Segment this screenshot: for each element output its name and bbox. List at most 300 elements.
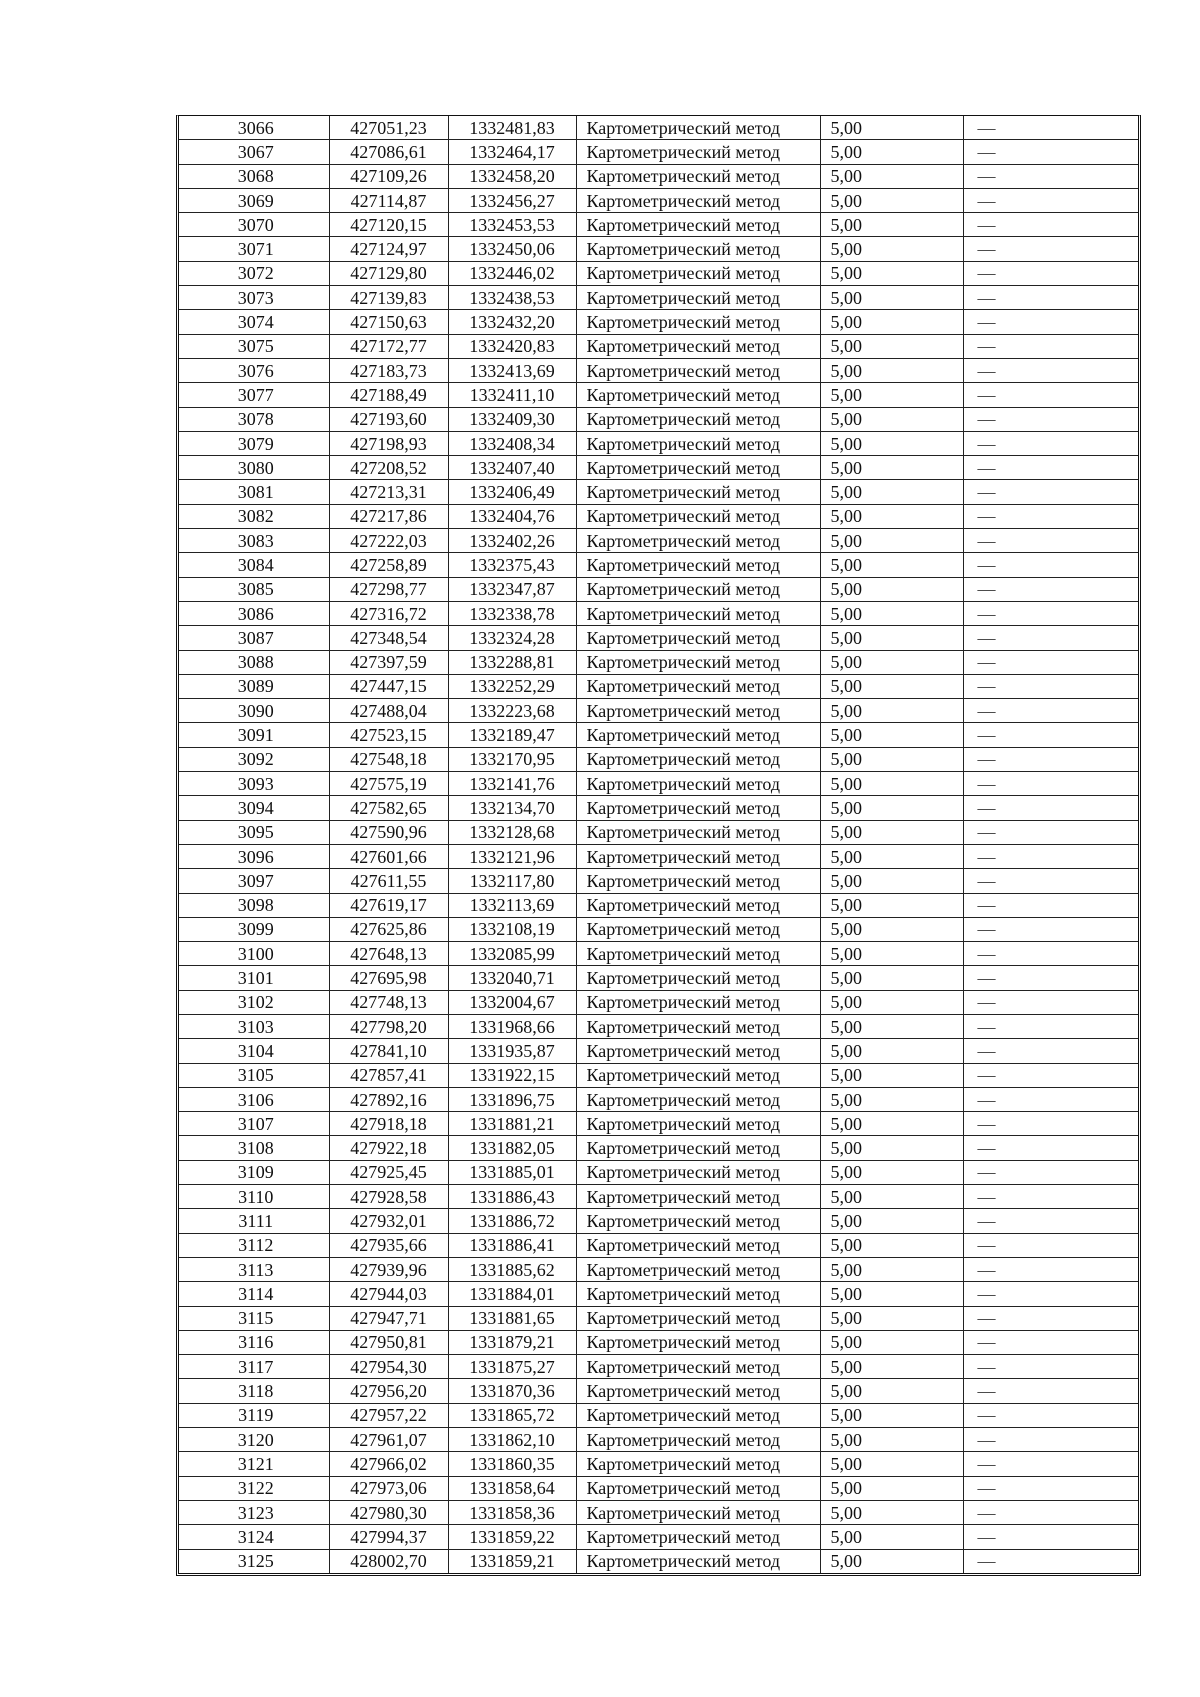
description-cell: — xyxy=(963,286,1138,310)
point-number-cell: 3079 xyxy=(179,431,329,455)
point-number-cell: 3078 xyxy=(179,407,329,431)
coordinate-x-cell: 427193,60 xyxy=(329,407,448,431)
method-cell: Картометрический метод xyxy=(576,480,820,504)
description-cell: — xyxy=(963,1136,1138,1160)
accuracy-cell: 5,00 xyxy=(820,1160,963,1184)
table-row xyxy=(179,1403,1138,1427)
point-number-cell: 3070 xyxy=(179,213,329,237)
accuracy-cell: 5,00 xyxy=(820,1282,963,1306)
coordinate-y-cell: 1332450,06 xyxy=(448,237,576,261)
coordinate-x-cell: 427944,03 xyxy=(329,1282,448,1306)
table-row xyxy=(179,869,1138,893)
coordinate-x-cell: 427973,06 xyxy=(329,1476,448,1500)
method-cell: Картометрический метод xyxy=(576,747,820,771)
description-cell: — xyxy=(963,358,1138,382)
coordinate-y-cell: 1332223,68 xyxy=(448,699,576,723)
coordinate-y-cell: 1332409,30 xyxy=(448,407,576,431)
accuracy-cell: 5,00 xyxy=(820,261,963,285)
coordinate-x-cell: 427932,01 xyxy=(329,1209,448,1233)
table-row xyxy=(179,1282,1138,1306)
accuracy-cell: 5,00 xyxy=(820,626,963,650)
method-cell: Картометрический метод xyxy=(576,529,820,553)
point-number-cell: 3088 xyxy=(179,650,329,674)
point-number-cell: 3093 xyxy=(179,772,329,796)
accuracy-cell: 5,00 xyxy=(820,1306,963,1330)
table-row xyxy=(179,942,1138,966)
method-cell: Картометрический метод xyxy=(576,358,820,382)
coordinate-x-cell: 427139,83 xyxy=(329,286,448,310)
point-number-cell: 3077 xyxy=(179,383,329,407)
coordinate-y-cell: 1332402,26 xyxy=(448,529,576,553)
table-row xyxy=(179,1185,1138,1209)
accuracy-cell: 5,00 xyxy=(820,334,963,358)
coordinate-y-cell: 1331886,41 xyxy=(448,1233,576,1257)
coordinate-y-cell: 1332432,20 xyxy=(448,310,576,334)
table-row xyxy=(179,1306,1138,1330)
description-cell: — xyxy=(963,529,1138,553)
table-row xyxy=(179,383,1138,407)
coordinate-x-cell: 427798,20 xyxy=(329,1014,448,1038)
method-cell: Картометрический метод xyxy=(576,626,820,650)
method-cell: Картометрический метод xyxy=(576,1428,820,1452)
accuracy-cell: 5,00 xyxy=(820,553,963,577)
table-body xyxy=(179,116,1138,1573)
method-cell: Картометрический метод xyxy=(576,1160,820,1184)
accuracy-cell: 5,00 xyxy=(820,577,963,601)
description-cell: — xyxy=(963,1233,1138,1257)
table-row xyxy=(179,1549,1138,1573)
table-row xyxy=(179,213,1138,237)
coordinate-x-cell: 427841,10 xyxy=(329,1039,448,1063)
point-number-cell: 3105 xyxy=(179,1063,329,1087)
table-row xyxy=(179,407,1138,431)
description-cell: — xyxy=(963,699,1138,723)
method-cell: Картометрический метод xyxy=(576,261,820,285)
point-number-cell: 3115 xyxy=(179,1306,329,1330)
description-cell: — xyxy=(963,1452,1138,1476)
point-number-cell: 3114 xyxy=(179,1282,329,1306)
method-cell: Картометрический метод xyxy=(576,966,820,990)
description-cell: — xyxy=(963,1063,1138,1087)
accuracy-cell: 5,00 xyxy=(820,1525,963,1549)
coordinate-y-cell: 1332375,43 xyxy=(448,553,576,577)
point-number-cell: 3087 xyxy=(179,626,329,650)
coordinate-x-cell: 427523,15 xyxy=(329,723,448,747)
coordinate-x-cell: 427188,49 xyxy=(329,383,448,407)
coordinates-table xyxy=(176,115,1141,1576)
accuracy-cell: 5,00 xyxy=(820,1403,963,1427)
description-cell: — xyxy=(963,553,1138,577)
coordinate-y-cell: 1331935,87 xyxy=(448,1039,576,1063)
description-cell: — xyxy=(963,1112,1138,1136)
accuracy-cell: 5,00 xyxy=(820,1014,963,1038)
description-cell: — xyxy=(963,310,1138,334)
point-number-cell: 3100 xyxy=(179,942,329,966)
accuracy-cell: 5,00 xyxy=(820,1476,963,1500)
coordinate-y-cell: 1331896,75 xyxy=(448,1087,576,1111)
table-row xyxy=(179,626,1138,650)
method-cell: Картометрический метод xyxy=(576,1136,820,1160)
coordinate-y-cell: 1331859,22 xyxy=(448,1525,576,1549)
coordinate-x-cell: 427114,87 xyxy=(329,188,448,212)
coordinate-x-cell: 427582,65 xyxy=(329,796,448,820)
table-row xyxy=(179,577,1138,601)
coordinate-y-cell: 1332288,81 xyxy=(448,650,576,674)
accuracy-cell: 5,00 xyxy=(820,237,963,261)
method-cell: Картометрический метод xyxy=(576,213,820,237)
table-row xyxy=(179,844,1138,868)
coordinate-x-cell: 427590,96 xyxy=(329,820,448,844)
coordinate-x-cell: 427922,18 xyxy=(329,1136,448,1160)
description-cell: — xyxy=(963,1282,1138,1306)
accuracy-cell: 5,00 xyxy=(820,1087,963,1111)
accuracy-cell: 5,00 xyxy=(820,1355,963,1379)
coordinate-y-cell: 1332458,20 xyxy=(448,164,576,188)
accuracy-cell: 5,00 xyxy=(820,723,963,747)
table-row xyxy=(179,1428,1138,1452)
method-cell: Картометрический метод xyxy=(576,772,820,796)
coordinate-x-cell: 427217,86 xyxy=(329,504,448,528)
accuracy-cell: 5,00 xyxy=(820,116,963,140)
point-number-cell: 3089 xyxy=(179,674,329,698)
description-cell: — xyxy=(963,456,1138,480)
table-row xyxy=(179,310,1138,334)
method-cell: Картометрический метод xyxy=(576,407,820,431)
table-row xyxy=(179,650,1138,674)
accuracy-cell: 5,00 xyxy=(820,869,963,893)
accuracy-cell: 5,00 xyxy=(820,699,963,723)
method-cell: Картометрический метод xyxy=(576,553,820,577)
point-number-cell: 3117 xyxy=(179,1355,329,1379)
table-row xyxy=(179,1476,1138,1500)
description-cell: — xyxy=(963,1330,1138,1354)
method-cell: Картометрический метод xyxy=(576,456,820,480)
method-cell: Картометрический метод xyxy=(576,844,820,868)
table-row xyxy=(179,140,1138,164)
accuracy-cell: 5,00 xyxy=(820,772,963,796)
point-number-cell: 3086 xyxy=(179,601,329,625)
method-cell: Картометрический метод xyxy=(576,334,820,358)
method-cell: Картометрический метод xyxy=(576,1476,820,1500)
coordinate-x-cell: 427208,52 xyxy=(329,456,448,480)
table-row xyxy=(179,990,1138,1014)
description-cell: — xyxy=(963,1476,1138,1500)
coordinate-y-cell: 1332134,70 xyxy=(448,796,576,820)
method-cell: Картометрический метод xyxy=(576,431,820,455)
point-number-cell: 3123 xyxy=(179,1500,329,1524)
method-cell: Картометрический метод xyxy=(576,893,820,917)
accuracy-cell: 5,00 xyxy=(820,1233,963,1257)
point-number-cell: 3075 xyxy=(179,334,329,358)
accuracy-cell: 5,00 xyxy=(820,431,963,455)
table-row xyxy=(179,164,1138,188)
method-cell: Картометрический метод xyxy=(576,1039,820,1063)
method-cell: Картометрический метод xyxy=(576,1257,820,1281)
method-cell: Картометрический метод xyxy=(576,1282,820,1306)
method-cell: Картометрический метод xyxy=(576,1014,820,1038)
coordinate-y-cell: 1332481,83 xyxy=(448,116,576,140)
method-cell: Картометрический метод xyxy=(576,1112,820,1136)
point-number-cell: 3091 xyxy=(179,723,329,747)
coordinate-y-cell: 1331922,15 xyxy=(448,1063,576,1087)
accuracy-cell: 5,00 xyxy=(820,1063,963,1087)
coordinate-y-cell: 1331859,21 xyxy=(448,1549,576,1573)
coordinate-y-cell: 1332438,53 xyxy=(448,286,576,310)
coordinate-y-cell: 1332464,17 xyxy=(448,140,576,164)
coordinate-x-cell: 427316,72 xyxy=(329,601,448,625)
coordinate-y-cell: 1332040,71 xyxy=(448,966,576,990)
coordinate-x-cell: 427961,07 xyxy=(329,1428,448,1452)
description-cell: — xyxy=(963,966,1138,990)
coordinate-y-cell: 1331886,43 xyxy=(448,1185,576,1209)
table-row xyxy=(179,1355,1138,1379)
coordinate-y-cell: 1332085,99 xyxy=(448,942,576,966)
coordinate-x-cell: 427575,19 xyxy=(329,772,448,796)
table-row xyxy=(179,1257,1138,1281)
coordinate-y-cell: 1331885,01 xyxy=(448,1160,576,1184)
point-number-cell: 3106 xyxy=(179,1087,329,1111)
description-cell: — xyxy=(963,869,1138,893)
description-cell: — xyxy=(963,1087,1138,1111)
method-cell: Картометрический метод xyxy=(576,674,820,698)
point-number-cell: 3073 xyxy=(179,286,329,310)
accuracy-cell: 5,00 xyxy=(820,1112,963,1136)
method-cell: Картометрический метод xyxy=(576,237,820,261)
coordinate-y-cell: 1331858,36 xyxy=(448,1500,576,1524)
coordinate-x-cell: 427918,18 xyxy=(329,1112,448,1136)
coordinate-y-cell: 1332347,87 xyxy=(448,577,576,601)
method-cell: Картометрический метод xyxy=(576,1306,820,1330)
accuracy-cell: 5,00 xyxy=(820,917,963,941)
method-cell: Картометрический метод xyxy=(576,577,820,601)
accuracy-cell: 5,00 xyxy=(820,529,963,553)
description-cell: — xyxy=(963,772,1138,796)
coordinate-x-cell: 427150,63 xyxy=(329,310,448,334)
point-number-cell: 3113 xyxy=(179,1257,329,1281)
accuracy-cell: 5,00 xyxy=(820,358,963,382)
table-row xyxy=(179,116,1138,140)
table-row xyxy=(179,1039,1138,1063)
coordinate-y-cell: 1332141,76 xyxy=(448,772,576,796)
table-row xyxy=(179,820,1138,844)
coordinate-x-cell: 427625,86 xyxy=(329,917,448,941)
coordinate-x-cell: 427397,59 xyxy=(329,650,448,674)
point-number-cell: 3107 xyxy=(179,1112,329,1136)
description-cell: — xyxy=(963,990,1138,1014)
description-cell: — xyxy=(963,480,1138,504)
accuracy-cell: 5,00 xyxy=(820,480,963,504)
coordinate-x-cell: 427129,80 xyxy=(329,261,448,285)
coordinate-y-cell: 1331884,01 xyxy=(448,1282,576,1306)
accuracy-cell: 5,00 xyxy=(820,1330,963,1354)
method-cell: Картометрический метод xyxy=(576,504,820,528)
table-row xyxy=(179,893,1138,917)
point-number-cell: 3090 xyxy=(179,699,329,723)
table-row xyxy=(179,674,1138,698)
table-row xyxy=(179,334,1138,358)
accuracy-cell: 5,00 xyxy=(820,1185,963,1209)
point-number-cell: 3125 xyxy=(179,1549,329,1573)
table-row xyxy=(179,1160,1138,1184)
coordinate-x-cell: 427213,31 xyxy=(329,480,448,504)
table-row xyxy=(179,723,1138,747)
method-cell: Картометрический метод xyxy=(576,1355,820,1379)
table-row xyxy=(179,237,1138,261)
coordinate-y-cell: 1332324,28 xyxy=(448,626,576,650)
method-cell: Картометрический метод xyxy=(576,1063,820,1087)
coordinate-x-cell: 427939,96 xyxy=(329,1257,448,1281)
coordinate-y-cell: 1331881,65 xyxy=(448,1306,576,1330)
method-cell: Картометрический метод xyxy=(576,1452,820,1476)
description-cell: — xyxy=(963,1355,1138,1379)
table-row xyxy=(179,917,1138,941)
method-cell: Картометрический метод xyxy=(576,116,820,140)
table-row xyxy=(179,966,1138,990)
description-cell: — xyxy=(963,723,1138,747)
accuracy-cell: 5,00 xyxy=(820,893,963,917)
coordinate-x-cell: 427348,54 xyxy=(329,626,448,650)
accuracy-cell: 5,00 xyxy=(820,1428,963,1452)
description-cell: — xyxy=(963,164,1138,188)
coordinate-x-cell: 427980,30 xyxy=(329,1500,448,1524)
method-cell: Картометрический метод xyxy=(576,601,820,625)
description-cell: — xyxy=(963,504,1138,528)
coordinate-y-cell: 1331881,21 xyxy=(448,1112,576,1136)
method-cell: Картометрический метод xyxy=(576,1379,820,1403)
accuracy-cell: 5,00 xyxy=(820,1452,963,1476)
coordinate-x-cell: 427947,71 xyxy=(329,1306,448,1330)
point-number-cell: 3124 xyxy=(179,1525,329,1549)
description-cell: — xyxy=(963,1403,1138,1427)
table-row xyxy=(179,456,1138,480)
table-row xyxy=(179,699,1138,723)
accuracy-cell: 5,00 xyxy=(820,844,963,868)
table-row xyxy=(179,601,1138,625)
coordinate-x-cell: 427222,03 xyxy=(329,529,448,553)
point-number-cell: 3066 xyxy=(179,116,329,140)
coordinate-y-cell: 1332420,83 xyxy=(448,334,576,358)
table-row xyxy=(179,1136,1138,1160)
coordinate-y-cell: 1332117,80 xyxy=(448,869,576,893)
coordinate-y-cell: 1332406,49 xyxy=(448,480,576,504)
description-cell: — xyxy=(963,140,1138,164)
method-cell: Картометрический метод xyxy=(576,1525,820,1549)
method-cell: Картометрический метод xyxy=(576,650,820,674)
method-cell: Картометрический метод xyxy=(576,820,820,844)
description-cell: — xyxy=(963,1428,1138,1452)
coordinate-x-cell: 427928,58 xyxy=(329,1185,448,1209)
coordinate-y-cell: 1331885,62 xyxy=(448,1257,576,1281)
point-number-cell: 3094 xyxy=(179,796,329,820)
accuracy-cell: 5,00 xyxy=(820,1209,963,1233)
coordinate-y-cell: 1331968,66 xyxy=(448,1014,576,1038)
description-cell: — xyxy=(963,747,1138,771)
coordinate-x-cell: 427950,81 xyxy=(329,1330,448,1354)
method-cell: Картометрический метод xyxy=(576,1209,820,1233)
coordinate-y-cell: 1331858,64 xyxy=(448,1476,576,1500)
coordinate-y-cell: 1332446,02 xyxy=(448,261,576,285)
description-cell: — xyxy=(963,1014,1138,1038)
coordinate-x-cell: 427172,77 xyxy=(329,334,448,358)
table-row xyxy=(179,1233,1138,1257)
description-cell: — xyxy=(963,674,1138,698)
table-row xyxy=(179,1112,1138,1136)
point-number-cell: 3097 xyxy=(179,869,329,893)
method-cell: Картометрический метод xyxy=(576,1185,820,1209)
method-cell: Картометрический метод xyxy=(576,917,820,941)
coordinates-grid xyxy=(179,116,1138,1573)
method-cell: Картометрический метод xyxy=(576,1087,820,1111)
point-number-cell: 3108 xyxy=(179,1136,329,1160)
accuracy-cell: 5,00 xyxy=(820,1039,963,1063)
accuracy-cell: 5,00 xyxy=(820,383,963,407)
point-number-cell: 3069 xyxy=(179,188,329,212)
point-number-cell: 3074 xyxy=(179,310,329,334)
coordinate-x-cell: 427892,16 xyxy=(329,1087,448,1111)
method-cell: Картометрический метод xyxy=(576,942,820,966)
table-row xyxy=(179,1063,1138,1087)
coordinate-y-cell: 1332121,96 xyxy=(448,844,576,868)
method-cell: Картометрический метод xyxy=(576,1500,820,1524)
point-number-cell: 3080 xyxy=(179,456,329,480)
accuracy-cell: 5,00 xyxy=(820,140,963,164)
accuracy-cell: 5,00 xyxy=(820,796,963,820)
description-cell: — xyxy=(963,188,1138,212)
description-cell: — xyxy=(963,1160,1138,1184)
description-cell: — xyxy=(963,1306,1138,1330)
accuracy-cell: 5,00 xyxy=(820,213,963,237)
accuracy-cell: 5,00 xyxy=(820,1257,963,1281)
method-cell: Картометрический метод xyxy=(576,164,820,188)
description-cell: — xyxy=(963,650,1138,674)
method-cell: Картометрический метод xyxy=(576,1330,820,1354)
coordinate-y-cell: 1332108,19 xyxy=(448,917,576,941)
method-cell: Картометрический метод xyxy=(576,796,820,820)
description-cell: — xyxy=(963,1039,1138,1063)
accuracy-cell: 5,00 xyxy=(820,286,963,310)
coordinate-x-cell: 427748,13 xyxy=(329,990,448,1014)
description-cell: — xyxy=(963,820,1138,844)
accuracy-cell: 5,00 xyxy=(820,601,963,625)
coordinate-x-cell: 427258,89 xyxy=(329,553,448,577)
table-row xyxy=(179,188,1138,212)
coordinate-y-cell: 1332407,40 xyxy=(448,456,576,480)
method-cell: Картометрический метод xyxy=(576,188,820,212)
accuracy-cell: 5,00 xyxy=(820,1549,963,1573)
method-cell: Картометрический метод xyxy=(576,723,820,747)
coordinate-y-cell: 1332338,78 xyxy=(448,601,576,625)
point-number-cell: 3068 xyxy=(179,164,329,188)
coordinate-y-cell: 1332413,69 xyxy=(448,358,576,382)
table-row xyxy=(179,1452,1138,1476)
description-cell: — xyxy=(963,626,1138,650)
coordinate-y-cell: 1331865,72 xyxy=(448,1403,576,1427)
accuracy-cell: 5,00 xyxy=(820,1500,963,1524)
accuracy-cell: 5,00 xyxy=(820,966,963,990)
point-number-cell: 3084 xyxy=(179,553,329,577)
description-cell: — xyxy=(963,1209,1138,1233)
method-cell: Картометрический метод xyxy=(576,140,820,164)
coordinate-x-cell: 427648,13 xyxy=(329,942,448,966)
table-row xyxy=(179,1500,1138,1524)
coordinate-x-cell: 427548,18 xyxy=(329,747,448,771)
description-cell: — xyxy=(963,917,1138,941)
accuracy-cell: 5,00 xyxy=(820,310,963,334)
point-number-cell: 3082 xyxy=(179,504,329,528)
description-cell: — xyxy=(963,237,1138,261)
description-cell: — xyxy=(963,1185,1138,1209)
method-cell: Картометрический метод xyxy=(576,383,820,407)
